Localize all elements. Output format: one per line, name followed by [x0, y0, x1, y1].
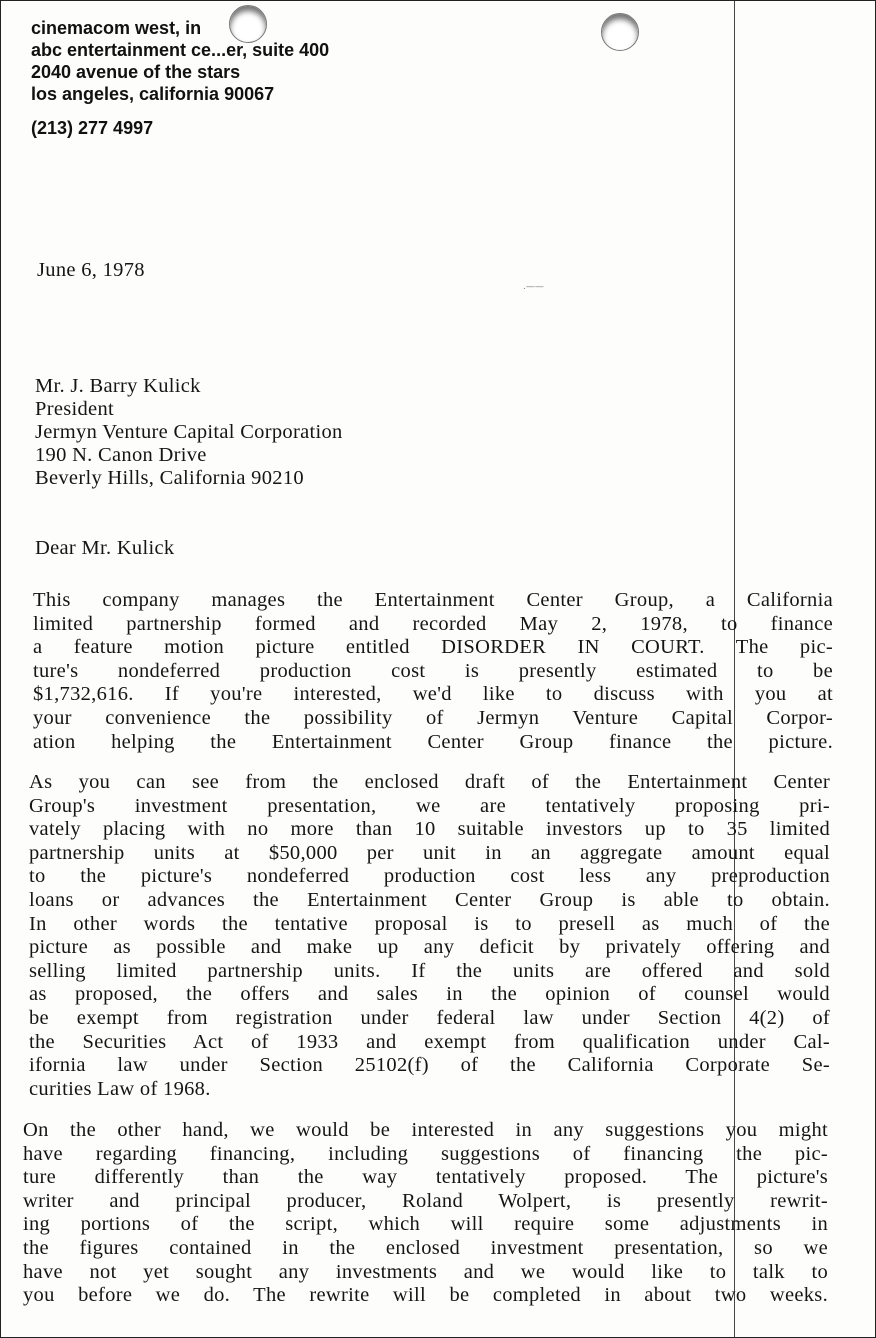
letterhead — [31, 17, 329, 139]
paragraph-line: writer and principal producer, Roland Wolpert, is presently rewrit- — [23, 1189, 828, 1212]
letterhead-phone: (213) 277 4997 — [31, 118, 154, 138]
paragraph-line: ifornia law under Section 25102(f) of the California Corporate Se- — [29, 1054, 830, 1077]
letterhead-line: 2040 avenue of the stars — [31, 62, 241, 82]
paragraph-line: As you can see from the enclosed draft of the Entertainment Center — [29, 771, 830, 793]
paragraph-line: a feature motion picture entitled DISORDER IN COURT. The pic- — [33, 636, 833, 659]
paragraph-line: your convenience the possibility of Jermyn Venture Capital Corpor- — [33, 706, 833, 729]
letterhead-line: cinemacom west, in — [31, 18, 202, 38]
paragraph-line: ture's nondeferred production cost is presently estimated to be — [33, 659, 833, 682]
paragraph-line: curities Law of 1968. — [29, 1077, 211, 1100]
paragraph-line: have not yet sought any investments and we would like to talk to — [23, 1260, 828, 1283]
paragraph-line: $1,732,616. If you're interested, we'd like to discuss with you at — [33, 683, 833, 706]
body-paragraph-2 — [29, 771, 830, 1101]
recipient-address — [35, 375, 343, 490]
letterhead-line: los angeles, california 90067 — [31, 84, 275, 104]
body-paragraph-1 — [33, 589, 833, 754]
paragraph-line: selling limited partnership units. If the units are offered and sold — [29, 959, 830, 982]
paragraph-line: loans or advances the Entertainment Center Group is able to obtain. — [29, 888, 830, 911]
paragraph-line: In other words the tentative proposal is to presell as much of the — [29, 912, 830, 935]
paragraph-line: ation helping the Entertainment Center Group finance the picture. — [33, 730, 833, 753]
recipient-line: Jermyn Venture Capital Corporation — [35, 421, 343, 443]
scan-speck: .—— — [523, 282, 544, 292]
paragraph-line: to the picture's nondeferred production cost less any preproduction — [29, 865, 830, 888]
body-paragraph-3 — [23, 1119, 828, 1308]
recipient-line: Mr. J. Barry Kulick — [35, 375, 201, 397]
paragraph-line: Group's investment presentation, we are tentatively proposing pri- — [29, 794, 830, 817]
paragraph-line: the Securities Act of 1933 and exempt from qualification under Cal- — [29, 1030, 830, 1053]
paragraph-line: This company manages the Entertainment Center Group, a California — [33, 589, 833, 611]
paragraph-line: you before we do. The rewrite will be completed in about two weeks. — [23, 1284, 828, 1307]
paragraph-line: as proposed, the offers and sales in the opinion of counsel would — [29, 983, 830, 1006]
recipient-line: Beverly Hills, California 90210 — [35, 467, 304, 489]
paragraph-line: ing portions of the script, which will require some adjustments in — [23, 1213, 828, 1236]
paragraph-line: partnership units at $50,000 per unit in an aggregate amount equal — [29, 841, 830, 864]
paragraph-line: limited partnership formed and recorded May 2, 1978, to finance — [33, 612, 833, 635]
paragraph-line: On the other hand, we would be interested in any suggestions you might — [23, 1119, 828, 1141]
recipient-line: President — [35, 398, 114, 420]
paragraph-line: vately placing with no more than 10 suitable investors up to 35 limited — [29, 818, 830, 841]
paragraph-line: picture as possible and make up any deficit by privately offering and — [29, 936, 830, 959]
letter-date: June 6, 1978 — [37, 259, 145, 281]
salutation: Dear Mr. Kulick — [35, 537, 175, 559]
punch-hole-icon — [601, 13, 639, 51]
paragraph-line: have regarding financing, including suggestions of financing the pic- — [23, 1142, 828, 1165]
paragraph-line: ture differently than the way tentatively proposed. The picture's — [23, 1166, 828, 1189]
paragraph-line: the figures contained in the enclosed investment presentation, so we — [23, 1236, 828, 1259]
paragraph-line: be exempt from registration under federal law under Section 4(2) of — [29, 1006, 830, 1029]
recipient-line: 190 N. Canon Drive — [35, 444, 207, 466]
letterhead-line: abc entertainment ce...er, suite 400 — [31, 40, 330, 60]
